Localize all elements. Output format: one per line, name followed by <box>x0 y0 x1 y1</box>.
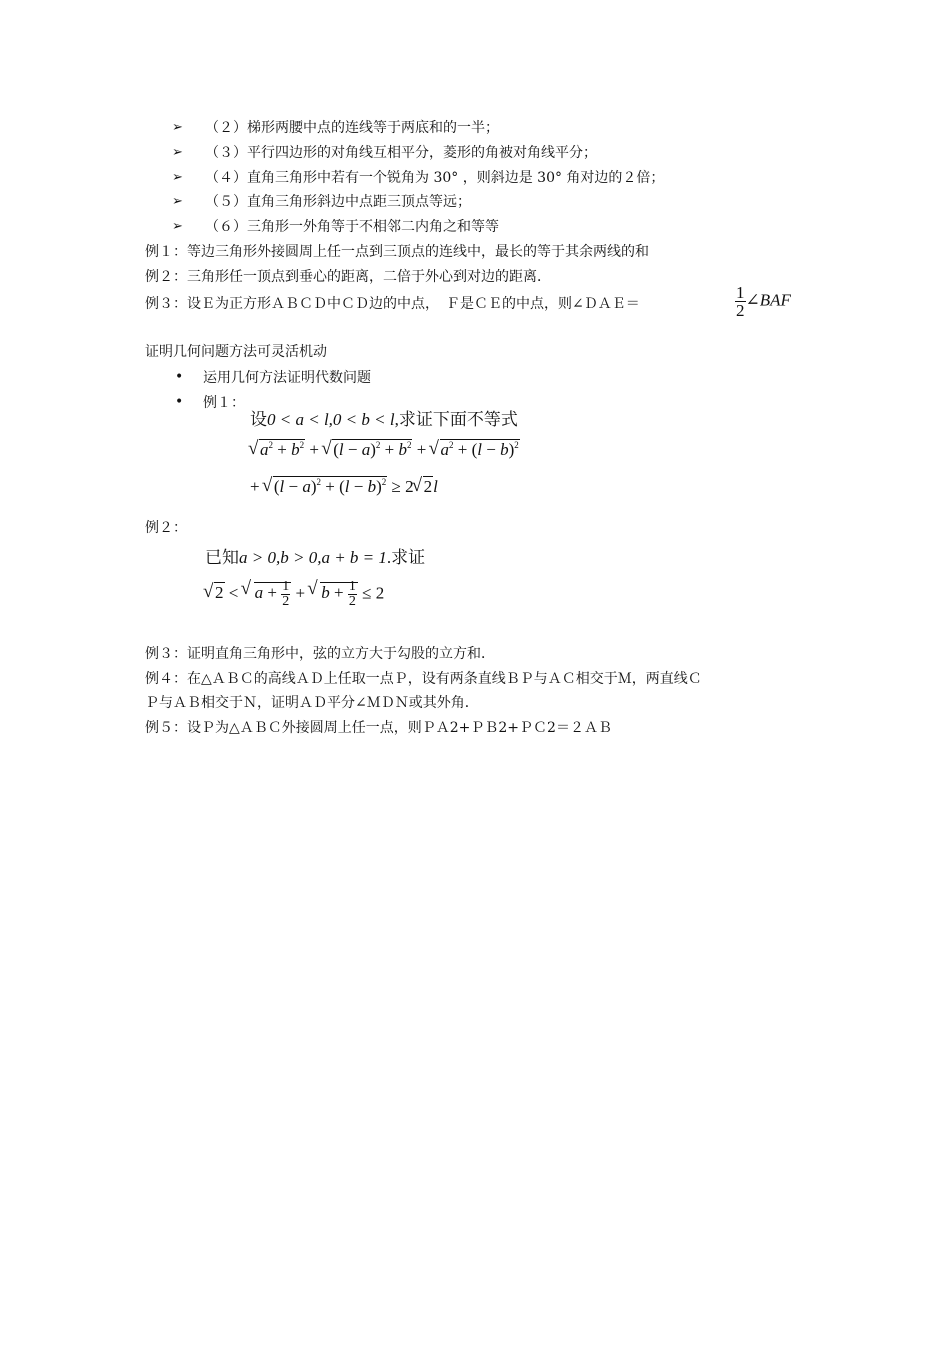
example-3: 例３：设Ｅ为正方形ＡＢＣＤ中ＣＤ边的中点， Ｆ是ＣＥ的中点，则∠ＤＡＥ＝ <box>145 296 640 312</box>
inequality-1-line-2: √ $a^2 + b^2$ + √ $(l - a)^2 + b^2$ + √ $a^2 + (l - b)^2$ <box>250 440 520 460</box>
arrow-bullet-icon: ➢ <box>172 145 183 160</box>
list-item: （６）三角形一外角等于不相邻二内角之和等等 <box>205 219 499 235</box>
list-item: （２）梯形两腰中点的连线等于两底和的一半； <box>205 120 499 136</box>
list-item: 运用几何方法证明代数问题 <box>203 370 371 386</box>
inequality-1-line-3: + √ $(l - a)^2 + (l - b)^2 \ge 2√$ 2l <box>250 477 438 497</box>
arrow-bullet-icon: ➢ <box>172 120 183 135</box>
list-item: （４）直角三角形中若有一个锐角为 30° ，则斜边是 30° 角对边的２倍； <box>205 170 665 186</box>
dot-bullet-icon: • <box>175 394 184 410</box>
section-title: 证明几何问题方法可灵活机动 <box>145 344 327 360</box>
arrow-bullet-icon: ➢ <box>172 219 183 234</box>
list-item: 例１： <box>203 395 245 411</box>
example-3b: 例３：证明直角三角形中，弦的立方大于勾股的立方和． <box>145 646 495 662</box>
inequality-2-line-1: 已知a > 0,b > 0,a + b = 1.求证 <box>205 548 426 567</box>
inequality-2-line-2: √ 2 < √ a + $\frac{1}{2}$ + √ b + $\frac{1}{2}$ ≤ 2 <box>205 580 384 609</box>
arrow-bullet-icon: ➢ <box>172 194 183 209</box>
inequality-1-line-1: 设0 < a < l,0 < b < l,求证下面不等式 <box>250 410 518 429</box>
arrow-bullet-icon: ➢ <box>172 170 183 185</box>
example-5: 例５：设Ｐ为△ＡＢＣ外接圆周上任一点，则ＰＡ2+ＰＢ2+ＰＣ2＝２ＡＢ <box>145 720 612 736</box>
example-2-label: 例２： <box>145 520 187 536</box>
list-item: （３）平行四边形的对角线互相平分，菱形的角被对角线平分； <box>205 145 597 161</box>
example-4-cont: Ｐ与ＡＢ相交于Ｎ，证明ＡＤ平分∠ＭＤＮ或其外角． <box>145 695 479 711</box>
example-2: 例２：三角形任一顶点到垂心的距离，二倍于外心到对边的距离． <box>145 269 551 285</box>
list-item: （５）直角三角形斜边中点距三顶点等远； <box>205 194 471 210</box>
dot-bullet-icon: • <box>175 369 184 385</box>
example-1: 例１：等边三角形外接圆周上任一点到三顶点的连线中，最长的等于其余两线的和 <box>145 244 649 260</box>
example-3-formula: $\frac{1}{2}$ ∠BAF <box>736 283 791 320</box>
example-4: 例４：在△ＡＢＣ的高线ＡＤ上任取一点Ｐ，设有两条直线ＢＰ与ＡＣ相交于Ｍ，两直线Ｃ <box>145 671 702 687</box>
